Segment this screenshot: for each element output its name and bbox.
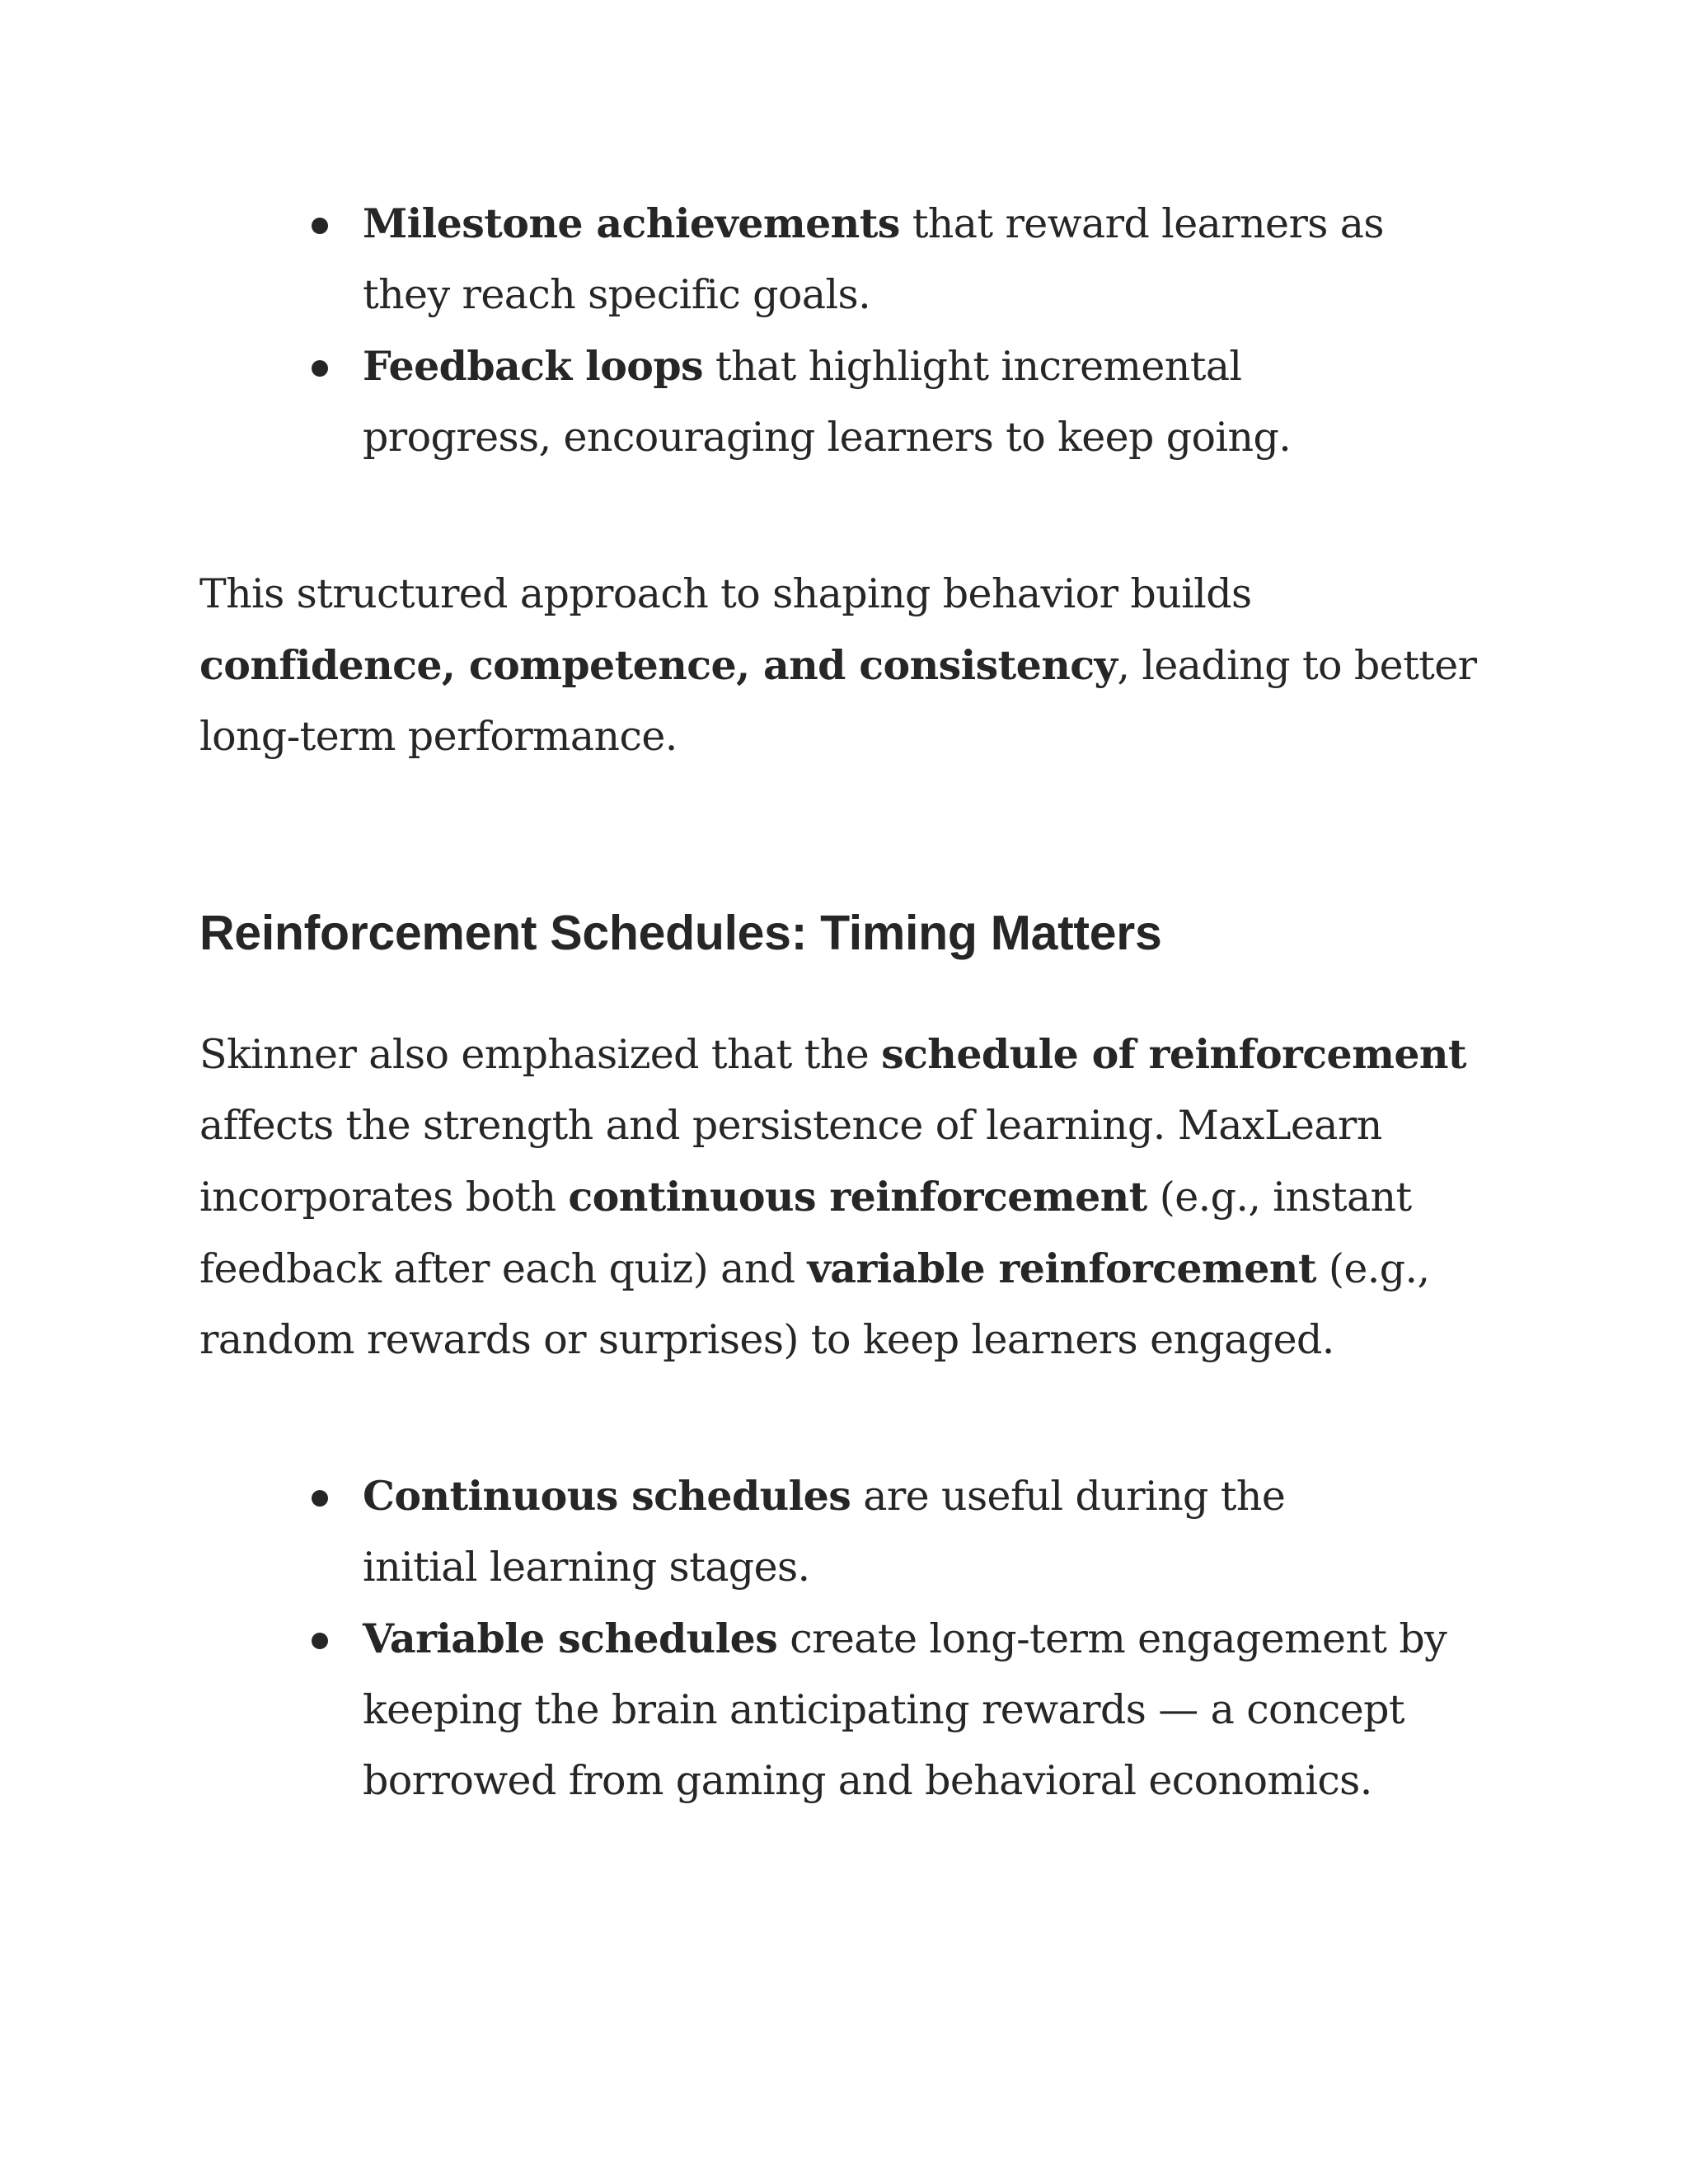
paragraph-text: (e.g., instant feedback after each quiz) and: [199, 1174, 1412, 1292]
list-item-text: create long-term engagement by keeping the brain anticipating rewards — a concept borrowed from gaming and behavioral economics.: [363, 1615, 1447, 1804]
paragraph-bold: schedule of reinforcement: [881, 1030, 1466, 1078]
list-item-bold: Continuous schedules: [363, 1472, 851, 1520]
paragraph-text: affects the strength and persistence of learning. MaxLearn incorporates both: [199, 1102, 1382, 1221]
bullet-icon: [312, 1633, 328, 1649]
list-item-text: that highlight incremental progress, encouraging learners to keep going.: [363, 343, 1292, 461]
bullet-list-bottom: [0, 1460, 1500, 1816]
section-heading: Reinforcement Schedules: Timing Matters: [199, 906, 1162, 960]
list-item: [0, 330, 1434, 473]
bullet-icon: [312, 218, 328, 234]
list-item-bold: Milestone achievements: [363, 199, 900, 247]
list-item-text: are useful during the initial learning stages.: [363, 1473, 1286, 1591]
list-item: [0, 188, 1434, 330]
list-item-text: that reward learners as they reach specific goals.: [363, 200, 1384, 318]
list-item: [0, 1460, 1385, 1603]
paragraph-text: (e.g., random rewards or surprises) to keep learners engaged.: [199, 1245, 1430, 1363]
paragraph-text: This structured approach to shaping behavior builds: [199, 570, 1252, 617]
bullet-list-top: [0, 188, 1500, 473]
list-item: [0, 1603, 1517, 1816]
list-item-bold: Feedback loops: [363, 342, 704, 390]
paragraph-shaping: [199, 559, 1502, 772]
list-item-bold: Variable schedules: [363, 1615, 778, 1662]
paragraph-bold: variable reinforcement: [807, 1244, 1316, 1292]
paragraph-bold: confidence, competence, and consistency: [199, 641, 1118, 689]
bullet-icon: [312, 360, 328, 377]
bullet-icon: [312, 1490, 328, 1507]
paragraph-bold: continuous reinforcement: [568, 1173, 1147, 1221]
paragraph-text: , leading to better long-term performance.: [199, 642, 1477, 760]
paragraph-text: Skinner also emphasized that the: [199, 1031, 882, 1078]
paragraph-schedules: [199, 1019, 1518, 1376]
